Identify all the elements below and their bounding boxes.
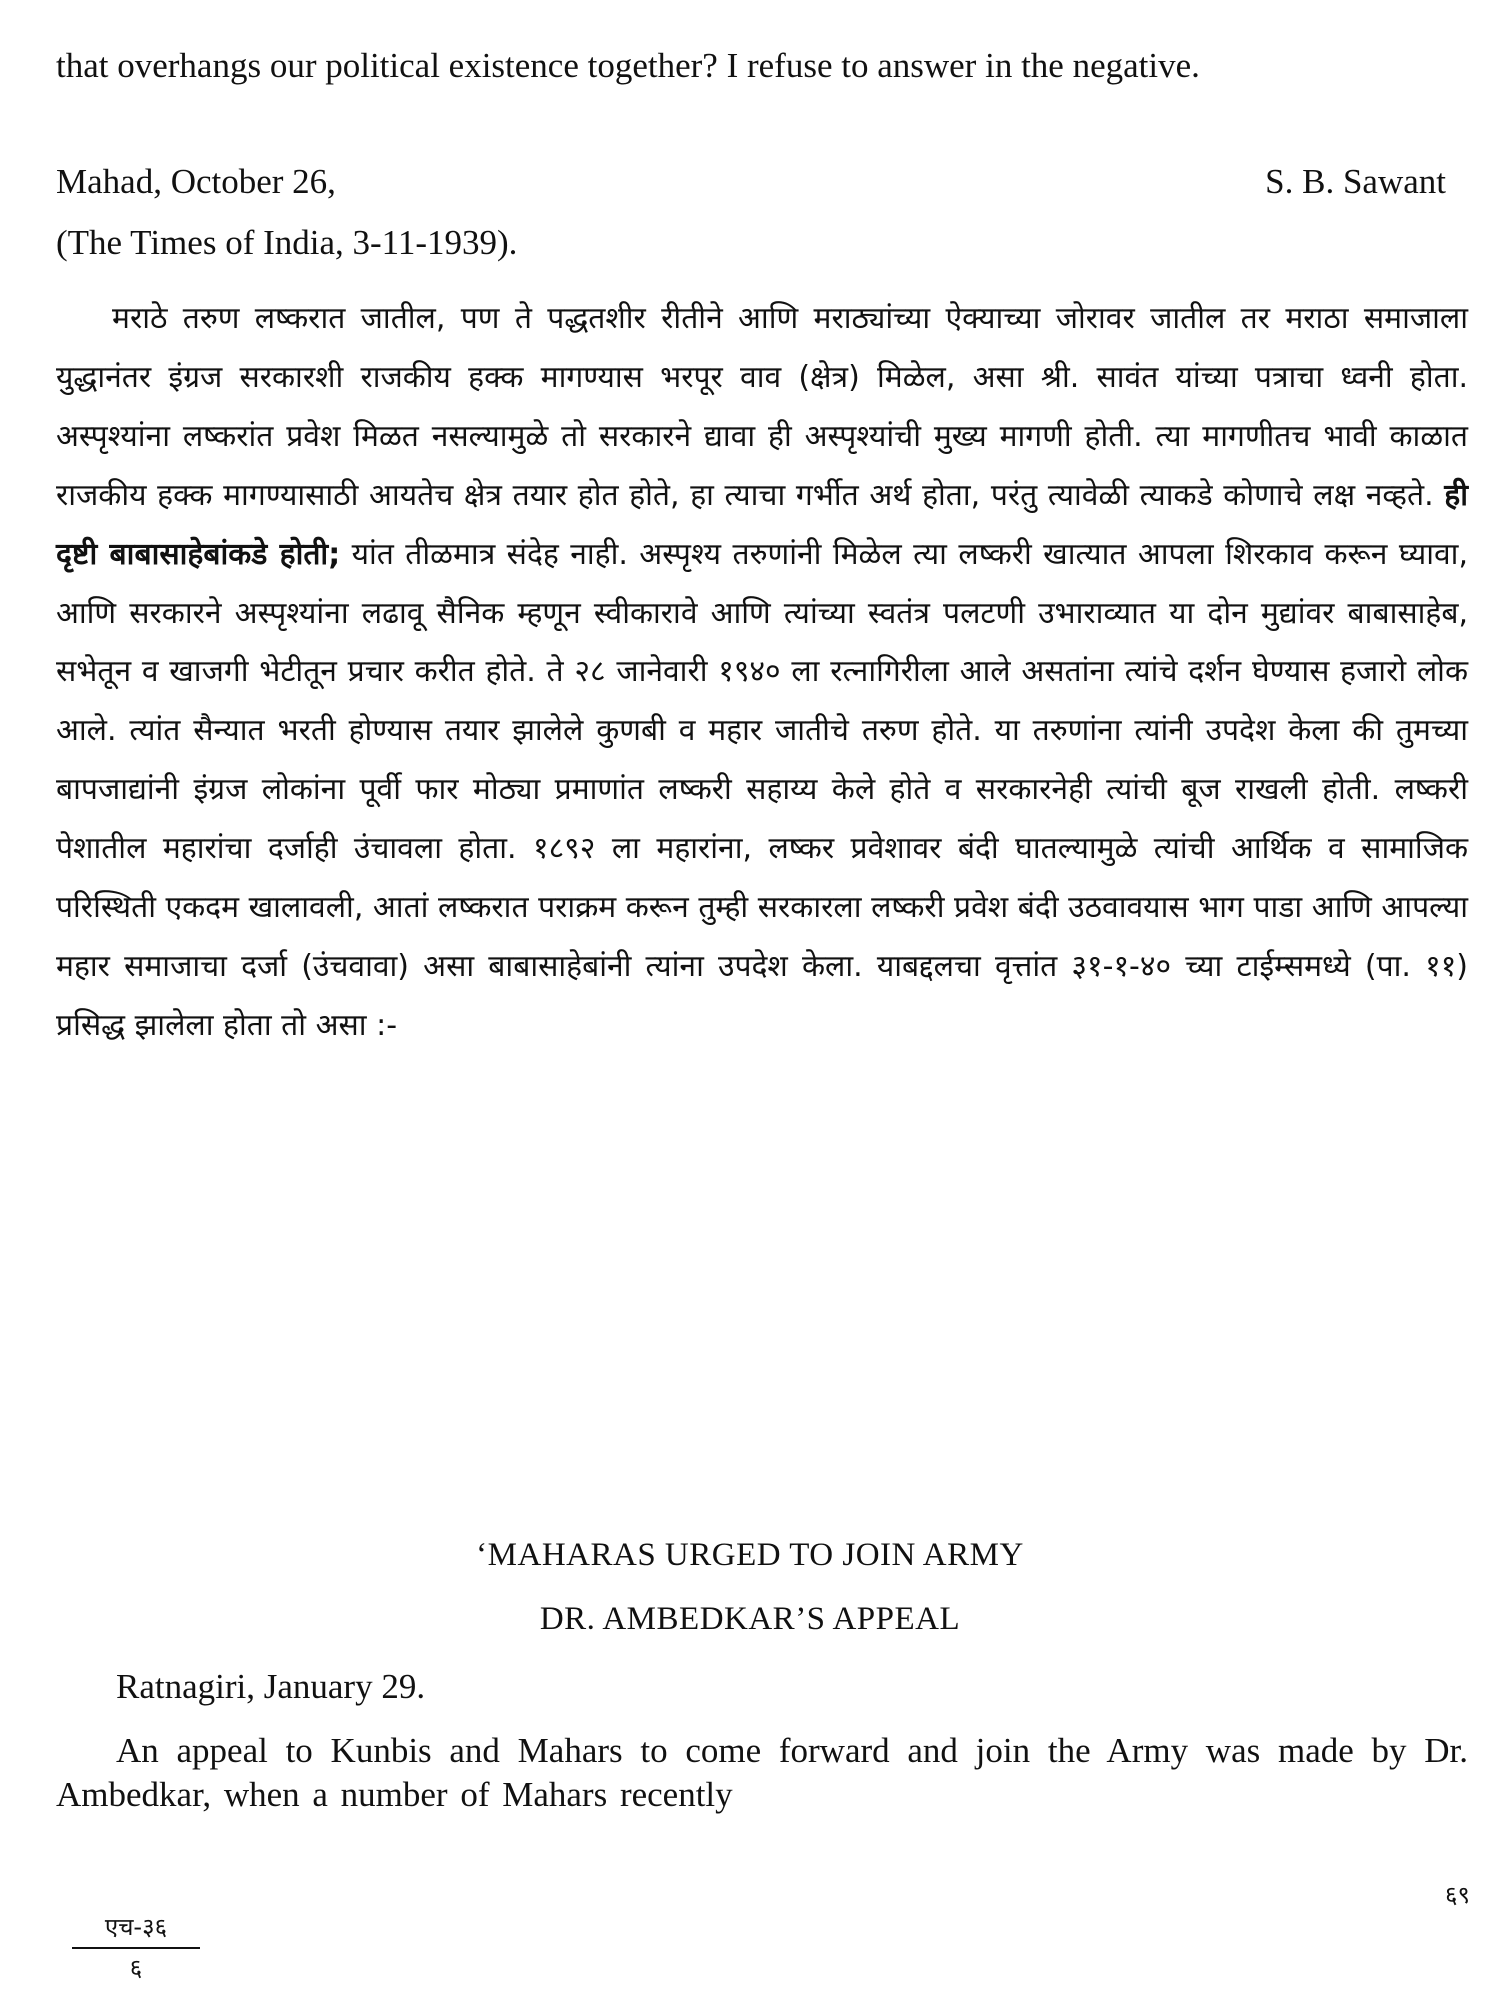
printer-signature-mark	[72, 1910, 200, 1984]
letter-signature-line	[56, 160, 1446, 204]
marathi-emphasis: ही दृष्टी बाबासाहेबांकडे होती;	[56, 477, 1468, 572]
marathi-paragraph	[56, 290, 1468, 1056]
signature-mark-bottom: ६	[129, 1954, 143, 1982]
letter-author: S. B. Sawant	[1265, 162, 1446, 201]
page-number: ६९	[1445, 1881, 1470, 1909]
article-body: An appeal to Kunbis and Mahars to come forward and join the Army was made by Dr. Ambedkar, when a number of Mahars recently	[56, 1731, 1468, 1814]
letter-closing-text: that overhangs our political existence together? I refuse to answer in the negative.	[56, 46, 1200, 85]
article-headline: ‘MAHARAS URGED TO JOIN ARMY	[476, 1537, 1024, 1573]
marathi-paragraph-part2: यांत तीळमात्र संदेह नाही. अस्पृश्य तरुणांनी मिळेल त्या लष्करी खात्यात आपला शिरकाव करून घ्यावा, आणि सरकारने अस्पृश्यांना लढावू सैनिक म्हणून स्वीकारावे आणि त्यांच्या स्वतंत्र पलटणी उभाराव्यात या दोन मुद्यांवर बाबासाहेब, सभेतून व खाजगी भेटीतून प्रचार करीत होते. ते २८ जानेवारी १९४० ला रत्नागिरीला आले असतांना त्यांचे दर्शन घेण्यास हजारो लोक आले. त्यांत सैन्यात भरती होण्यास तयार झालेले कुणबी व महार जातीचे तरुण होते. या तरुणांना त्यांनी उपदेश केला की तुमच्या बापजाद्यांनी इंग्रज लोकांना पूर्वी फार मोठ्या प्रमाणांत लष्करी सहाय्य केले होते व सरकारनेही त्यांची बूज राखली होती. लष्करी पेशातील महारांचा दर्जाही उंचावला होता. १८९२ ला महारांना, लष्कर प्रवेशावर बंदी घातल्यामुळे त्यांची आर्थिक व सामाजिक परिस्थिती एकदम खालावली, आतां लष्करात पराक्रम करून तुम्ही सरकारला लष्करी प्रवेश बंदी उठवावयास भाग पाडा आणि आपल्या महार समाजाचा दर्जा (उंचवावा) असा बाबासाहेबांनी त्यांना उपदेश केला. याबद्दलचा वृत्तांत ३१-१-४० च्या टाईम्समध्ये (पा. ११) प्रसिद्ध झालेला होता तो असा :-	[56, 536, 1468, 1043]
letter-source: (The Times of India, 3-11-1939).	[56, 223, 518, 262]
article-subheadline: DR. AMBEDKAR’S APPEAL	[539, 1601, 961, 1637]
signature-mark-top: एच-३६	[72, 1910, 200, 1949]
letter-place-date: Mahad, October 26,	[56, 162, 336, 201]
article-dateline: Ratnagiri, January 29.	[116, 1667, 426, 1706]
marathi-paragraph-part1: मराठे तरुण लष्करात जातील, पण ते पद्धतशीर रीतीने आणि मराठ्यांच्या ऐक्याच्या जोरावर जातील तर मराठा समाजाला युद्धानंतर इंग्रज सरकारशी राजकीय हक्क मागण्यास भरपूर वाव (क्षेत्र) मिळेल, असा श्री. सावंत यांच्या पत्राचा ध्वनी होता. अस्पृश्यांना लष्करांत प्रवेश मिळत नसल्यामुळे तो सरकारने द्यावा ही अस्पृश्यांची मुख्य मागणी होती. त्या मागणीतच भावी काळात राजकीय हक्क मागण्यासाठी आयतेच क्षेत्र तयार होत होते, हा त्याचा गर्भीत अर्थ होता, परंतु त्यावेळी त्याकडे कोणाचे लक्ष नव्हते.	[56, 301, 1468, 513]
